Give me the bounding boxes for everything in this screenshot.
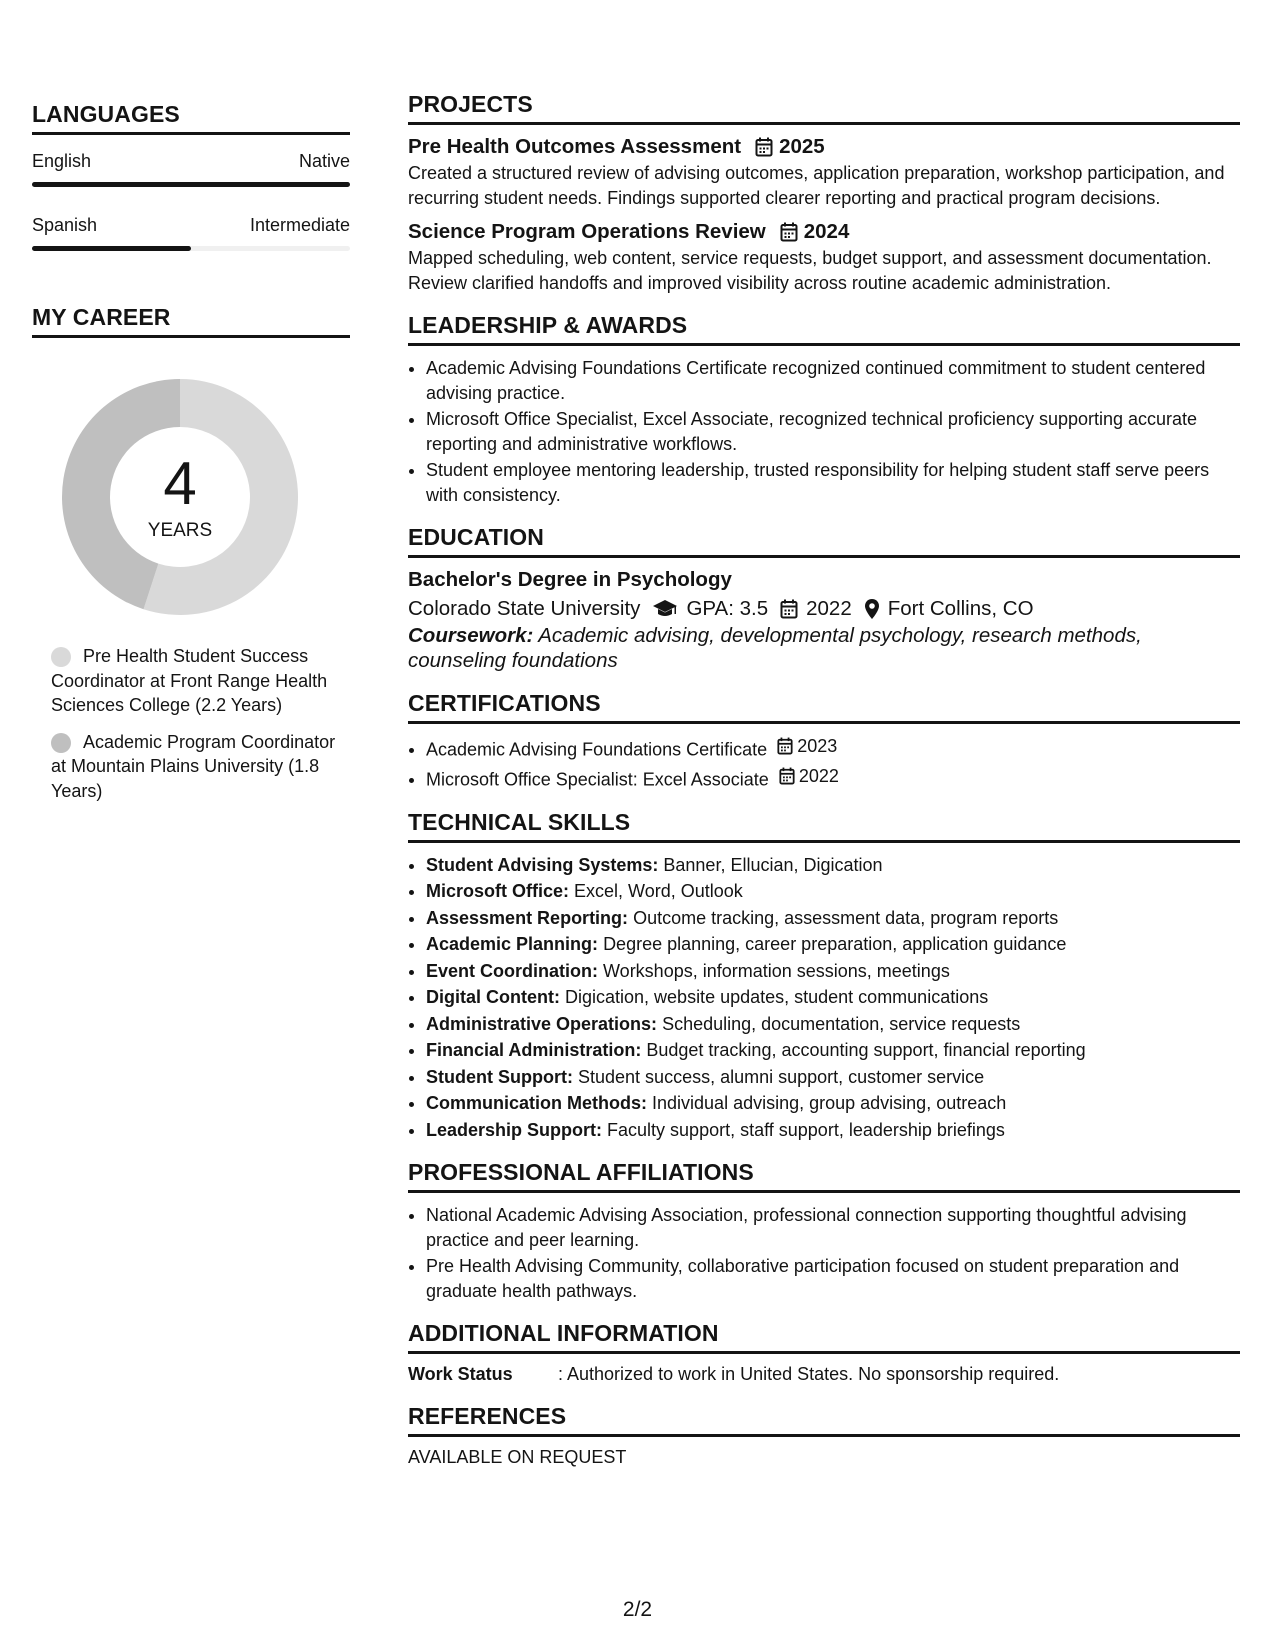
right-column <box>408 90 1240 1468</box>
list-item <box>426 1012 1240 1037</box>
career-legend-item <box>51 644 336 718</box>
list-item: • National Academic Advising Association, professional connection supporting thoughtful advising practice and peer learning. <box>426 1203 1240 1252</box>
calendar-icon <box>780 222 798 242</box>
list-item: • Pre Health Advising Community, collaborative participation focused on student preparation and graduate health pathways. <box>426 1254 1240 1303</box>
list-item <box>426 985 1240 1010</box>
project-item <box>408 218 1240 295</box>
calendar-icon <box>777 737 793 755</box>
list-item <box>426 853 1240 878</box>
skill-value: Excel, Word, Outlook <box>574 881 743 901</box>
skill-label: Event Coordination: <box>426 960 598 981</box>
list-item <box>426 959 1240 984</box>
language-name: English <box>32 151 92 171</box>
education-meta <box>408 594 1240 624</box>
language-list <box>32 149 350 251</box>
list-item: • Academic Advising Foundations Certificate recognized continued commitment to student centered advising practice. <box>426 356 1240 405</box>
skills-list <box>408 853 1240 1143</box>
language-bar-fill <box>32 246 191 251</box>
list-item <box>426 932 1240 957</box>
career-title: MY CAREER <box>32 303 350 338</box>
education-location: Fort Collins, CO <box>887 597 1034 620</box>
list-item <box>426 1118 1240 1143</box>
graduation-cap-icon <box>652 599 678 619</box>
language-item <box>32 213 350 251</box>
career-unit: YEARS <box>147 520 213 541</box>
list-item <box>426 1065 1240 1090</box>
skill-value: Individual advising, group advising, outreach <box>652 1093 1007 1113</box>
skill-value: Faculty support, staff support, leadership briefings <box>607 1119 1005 1140</box>
education-degree: Bachelor's Degree in Psychology <box>408 568 732 591</box>
skill-value: Digication, website updates, student communications <box>565 987 989 1007</box>
skill-value: Student success, alumni support, customer service <box>578 1066 985 1087</box>
skill-label: Leadership Support: <box>426 1119 603 1140</box>
calendar-icon <box>779 767 795 785</box>
career-donut <box>55 372 305 622</box>
skill-label: Communication Methods: <box>426 1093 647 1113</box>
language-bar <box>32 246 350 251</box>
certifications-list <box>408 734 1240 792</box>
additional-row <box>408 1362 1240 1386</box>
career-legend-item <box>51 730 336 804</box>
skill-label: Administrative Operations: <box>426 1013 658 1034</box>
certification-year: 2023 <box>797 736 838 756</box>
coursework-label: Coursework: <box>408 624 534 647</box>
certification-name: Academic Advising Foundations Certificate <box>426 739 768 760</box>
projects-title: PROJECTS <box>408 90 1240 125</box>
education-year: 2022 <box>806 597 852 620</box>
list-item <box>426 1091 1240 1116</box>
skill-label: Academic Planning: <box>426 934 599 954</box>
list-item <box>426 906 1240 931</box>
project-item <box>408 133 1240 210</box>
affiliations-title: PROFESSIONAL AFFILIATIONS <box>408 1158 1240 1193</box>
career-legend-label: Pre Health Student Success Coordinator at Front Range Health Sciences College (2.2 Years) <box>51 646 328 715</box>
coursework-text: Academic advising, developmental psychology, research methods, counseling foundations <box>408 624 1142 672</box>
skill-value: Scheduling, documentation, service requests <box>662 1013 1021 1034</box>
project-description: Mapped scheduling, web content, service requests, budget support, and assessment documentation. Review clarified handoffs and improved visibility across routine academic administration. <box>408 248 1212 293</box>
additional-title: ADDITIONAL INFORMATION <box>408 1319 1240 1354</box>
skill-label: Student Support: <box>426 1066 573 1087</box>
project-year: 2025 <box>779 135 825 158</box>
additional-key: Work Status <box>408 1364 513 1384</box>
list-item <box>426 879 1240 904</box>
career-total: 4 <box>163 450 197 517</box>
skill-label: Student Advising Systems: <box>426 854 659 875</box>
language-bar-fill <box>32 182 350 187</box>
legend-dot <box>51 733 71 753</box>
additional-value: : Authorized to work in United States. No sponsorship required. <box>558 1364 1060 1384</box>
location-pin-icon <box>864 598 880 620</box>
leadership-list <box>408 356 1240 507</box>
list-item: • Microsoft Office Specialist, Excel Associate, recognized technical proficiency supporting accurate reporting and administrative workflows. <box>426 407 1240 456</box>
skills-title: TECHNICAL SKILLS <box>408 808 1240 843</box>
project-description: Created a structured review of advising outcomes, application preparation, workshop participation, and recurring student needs. Findings supported clearer reporting and practical program decisions. <box>408 163 1225 208</box>
skill-value: Banner, Ellucian, Digication <box>663 854 883 875</box>
references-title: REFERENCES <box>408 1402 1240 1437</box>
skill-label: Financial Administration: <box>426 1040 642 1060</box>
career-legend <box>51 644 336 803</box>
skill-value: Degree planning, career preparation, application guidance <box>603 934 1067 954</box>
references-text: AVAILABLE ON REQUEST <box>408 1447 627 1467</box>
education-gpa: GPA: 3.5 <box>686 597 769 620</box>
career-legend-label: Academic Program Coordinator at Mountain Plains University (1.8 Years) <box>51 731 336 801</box>
project-year: 2024 <box>803 220 850 243</box>
skill-label: Digital Content: <box>426 987 560 1007</box>
affiliations-list <box>408 1203 1240 1303</box>
leadership-title: LEADERSHIP & AWARDS <box>408 311 1240 346</box>
calendar-icon <box>755 137 773 157</box>
certification-name: Microsoft Office Specialist: Excel Associate <box>426 769 769 789</box>
list-item <box>426 764 1240 792</box>
languages-title: LANGUAGES <box>32 100 350 135</box>
certification-year: 2022 <box>798 765 839 786</box>
skill-label: Assessment Reporting: <box>426 907 629 928</box>
certifications-title: CERTIFICATIONS <box>408 689 1240 724</box>
project-name: Pre Health Outcomes Assessment <box>408 135 742 158</box>
skill-value: Workshops, information sessions, meetings <box>603 960 950 981</box>
language-level: Intermediate <box>249 215 350 235</box>
language-bar <box>32 182 350 187</box>
list-item <box>426 1038 1240 1063</box>
left-column <box>32 100 350 815</box>
skill-label: Microsoft Office: <box>426 881 570 901</box>
education-school: Colorado State University <box>408 597 641 620</box>
language-name: Spanish <box>32 215 98 235</box>
project-name: Science Program Operations Review <box>408 220 766 243</box>
education-title: EDUCATION <box>408 523 1240 558</box>
calendar-icon <box>780 599 798 619</box>
legend-dot <box>51 647 71 667</box>
skill-value: Outcome tracking, assessment data, program reports <box>633 907 1059 928</box>
list-item: • Student employee mentoring leadership, trusted responsibility for helping student staff serve peers with consistency. <box>426 458 1240 507</box>
education-coursework <box>408 624 1240 673</box>
list-item <box>426 734 1240 762</box>
skill-value: Budget tracking, accounting support, financial reporting <box>646 1040 1086 1060</box>
page-number: 2/2 <box>622 1598 653 1621</box>
language-item <box>32 149 350 187</box>
language-level: Native <box>298 151 350 171</box>
